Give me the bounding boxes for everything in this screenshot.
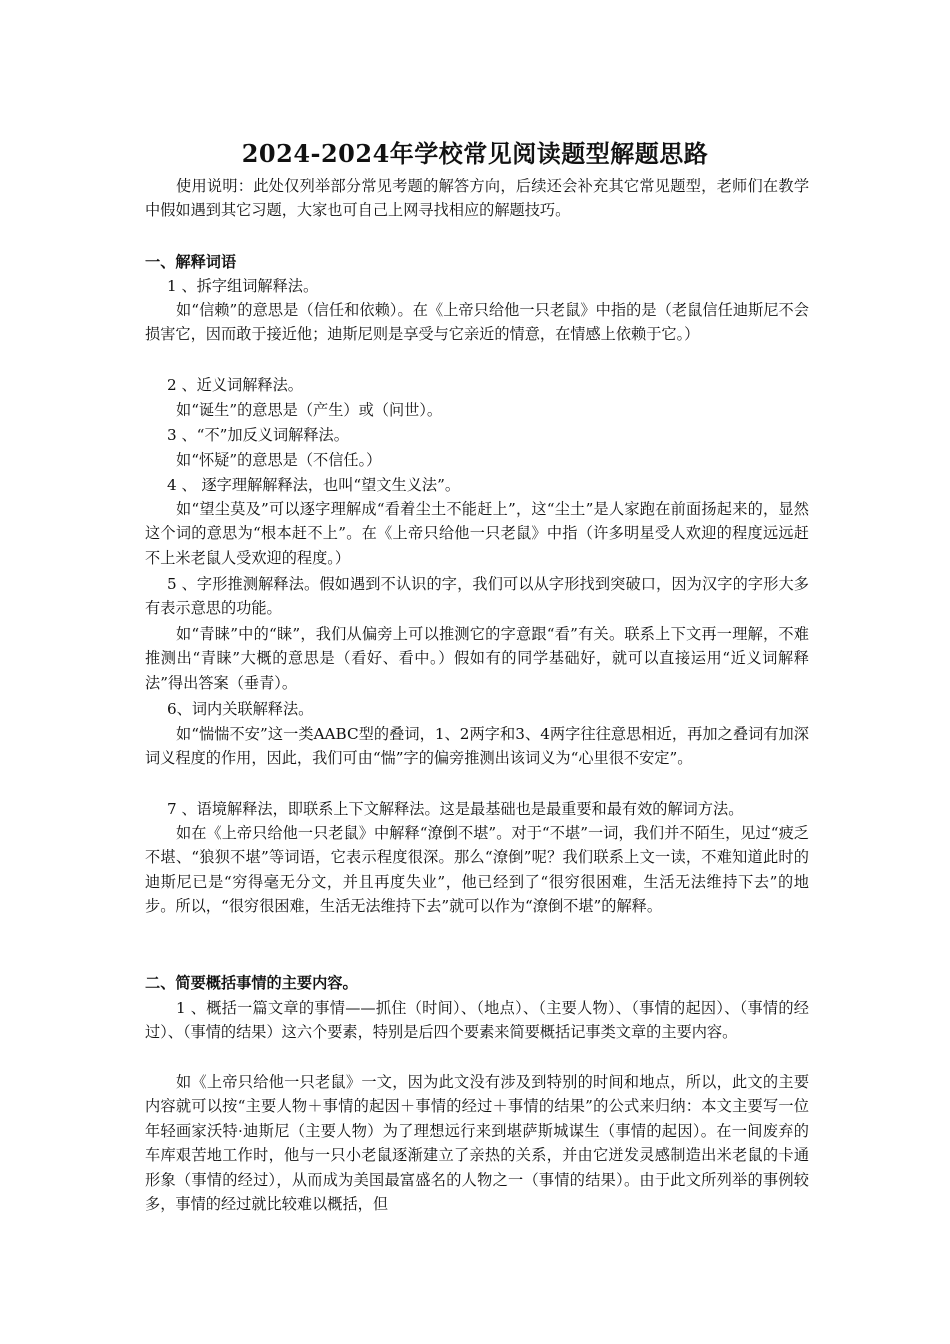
s1-paragraph-2: 如“信赖”的意思是（信任和依赖）。在《上帝只给他一只老鼠》中指的是（老鼠信任迪斯尼不会损害它，因而敢于接近他；迪斯尼则是享受与它亲近的情意，在情感上依赖于它。）: [145, 301, 809, 344]
s1-paragraph-1: 1 、拆字组词解释法。: [167, 277, 319, 295]
s1-paragraph-5: 3 、“不”加反义词解释法。: [167, 426, 349, 444]
s1-paragraph-3: 2 、近义词解释法。: [167, 376, 303, 394]
s1-paragraph-7: 4 、 逐字理解解释法，也叫“望文生义法”。: [167, 476, 461, 494]
s2-paragraph-2: 如《上帝只给他一只老鼠》一文，因为此文没有涉及到特别的时间和地点，所以，此文的主要内容就可以按“主要人物＋事情的起因＋事情的经过＋事情的结果”的公式来归纳：本文主要写一位年轻画家沃特·迪斯尼（主要人物）为了理想远行来到堪萨斯城谋生（事情的起因）。在一间废弃的车库艰苦地工作时，他与一只小老鼠逐渐建立了亲热的关系，并由它迸发灵感制造出米老鼠的卡通形象（事情的经过），从而成为美国最富盛名的人物之一（事情的结果）。由于此文所列举的事例较多，事情的经过就比较难以概括，但: [145, 1073, 809, 1214]
s1-paragraph-10: 如“青睐”中的“睐”，我们从偏旁上可以推测它的字意跟“看”有关。联系上下文再一理解，不难推测出“青睐”大概的意思是（看好、看中。）假如有的同学基础好，就可以直接运用“近义词解释法”得出答案（垂青）。: [145, 625, 809, 692]
s2-paragraph-1: 1 、概括一篇文章的事情——抓住（时间）、（地点）、（主要人物）、（事情的起因）、（事情的经过）、（事情的结果）这六个要素，特别是后四个要素来简要概括记事类文章的主要内容。: [145, 999, 809, 1042]
section-2-heading: 二、简要概括事情的主要内容。: [145, 974, 358, 992]
s1-paragraph-8: 如“望尘莫及”可以逐字理解成“看着尘土不能赶上”，这“尘土”是人家跑在前面扬起来的，显然这个词的意思为“根本赶不上”。在《上帝只给他一只老鼠》中指（许多明星受人欢迎的程度远远赶不上米老鼠人受欢迎的程度。）: [145, 500, 809, 567]
section-1-heading: 一、解释词语: [145, 253, 237, 271]
s1-paragraph-12: 如“惴惴不安”这一类AABC型的叠词，1、2两字和3、4两字往往意思相近，再加之叠词有加深词义程度的作用，因此，我们可由“惴”字的偏旁推测出该词义为“心里很不安定”。: [145, 725, 809, 768]
s1-paragraph-6: 如“怀疑”的意思是（不信任。）: [176, 451, 382, 469]
s1-paragraph-4: 如“诞生”的意思是（产生）或（问世）。: [176, 401, 443, 419]
document-title: 2024-2024年学校常见阅读题型解题思路: [241, 139, 709, 168]
s1-paragraph-11: 6、词内关联解释法。: [167, 700, 314, 718]
s1-paragraph-9: 5 、字形推测解释法。假如遇到不认识的字，我们可以从字形找到突破口，因为汉字的字形大多有表示意思的功能。: [145, 575, 809, 618]
usage-note: 使用说明：此处仅列举部分常见考题的解答方向，后续还会补充其它常见题型，老师们在教学中假如遇到其它习题，大家也可自己上网寻找相应的解题技巧。: [145, 177, 809, 220]
s1-paragraph-14: 如在《上帝只给他一只老鼠》中解释“潦倒不堪”。对于“不堪”一词，我们并不陌生，见过“疲乏不堪、“狼狈不堪”等词语，它表示程度很深。那么“潦倒”呢？我们联系上文一读，不难知道此时的迪斯尼已是“穷得毫无分文，并且再度失业”，他已经到了“很穷很困难，生活无法维持下去”的地步。所以，“很穷很困难，生活无法维持下去”就可以作为“潦倒不堪”的解释。: [145, 824, 809, 916]
s1-paragraph-13: 7 、语境解释法，即联系上下文解释法。这是最基础也是最重要和最有效的解词方法。: [167, 800, 744, 818]
